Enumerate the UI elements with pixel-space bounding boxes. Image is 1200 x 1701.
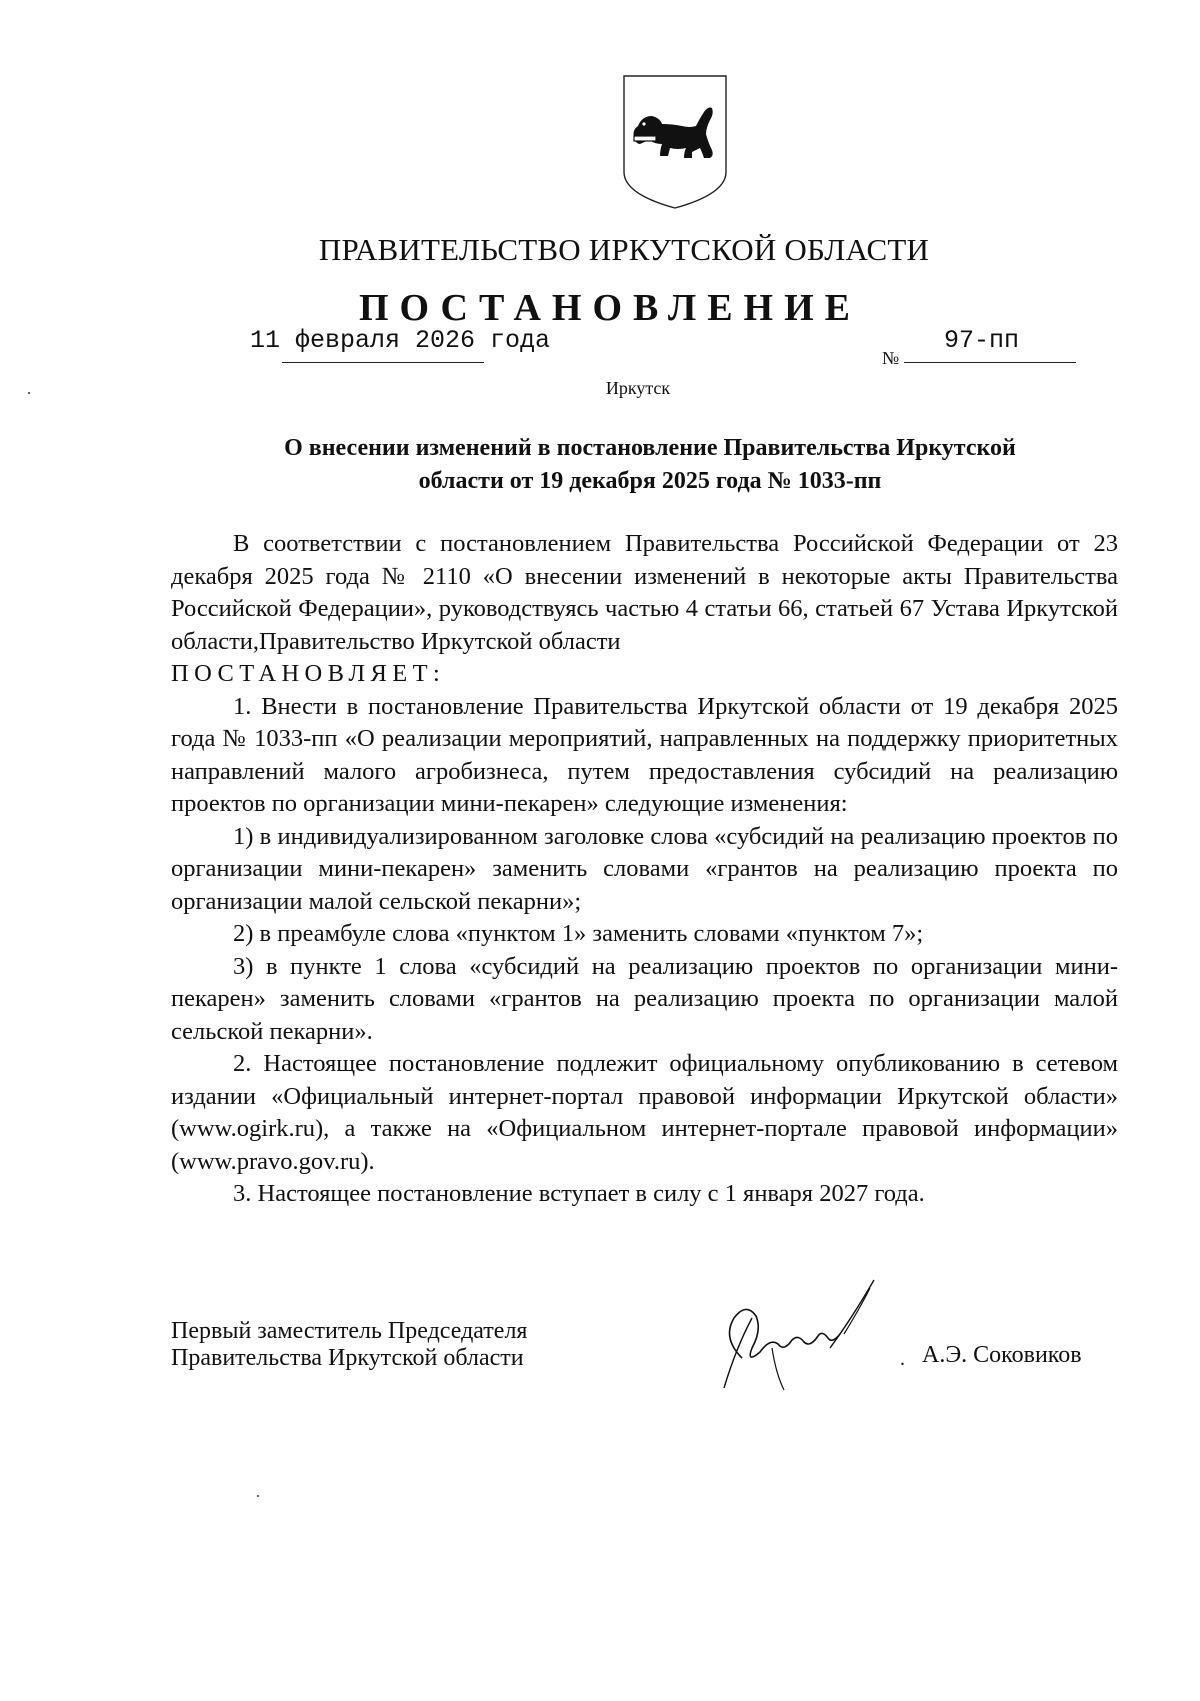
document-number: 97-пп: [944, 326, 1020, 355]
subparagraph-1-2: 2) в преамбуле слова «пунктом 1» заменить словами «пунктом 7»;: [233, 920, 924, 947]
scan-speck: [28, 392, 30, 394]
document-date: 11 февраля 2026 года: [250, 326, 551, 355]
document-type: ПОСТАНОВЛЕНИЕ: [358, 287, 862, 329]
paragraph-3: 3. Настоящее постановление вступает в силу с 1 января 2027 года.: [233, 1180, 925, 1207]
babr-icon: [634, 108, 713, 159]
paragraph-1: 1. Внести в постановление Правительства Иркутской области от 19 декабря 2025 года № 1033-пп «О реализации мероприятий, направленных на поддержку приоритетных направлений малого агробизнеса, путем предоставления субсидий на реализацию проектов по организации мини-пекарен» следующие изменения:: [171, 692, 1118, 817]
preamble-paragraph: В соответствии с постановлением Правительства Российской Федерации от 23 декабря 2025 года № 2110 «О внесении изменений в некоторые акты Правительства Российской Федерации», руководствуясь частью 4 статьи 66, статьей 67 Устава Иркутской области,Правительство Иркутской области: [171, 530, 1118, 655]
city-name: Иркутск: [605, 378, 671, 398]
signatory-position-line-2: Правительства Иркутской области: [171, 1345, 524, 1371]
organization-name: ПРАВИТЕЛЬСТВО ИРКУТСКОЙ ОБЛАСТИ: [318, 232, 930, 267]
scan-speck: [257, 1495, 259, 1497]
number-sign: №: [882, 348, 900, 368]
sable-in-mouth: [634, 136, 656, 141]
title-line-2: области от 19 декабря 2025 года № 1033-пп: [418, 468, 882, 494]
handwritten-signature: [712, 1278, 887, 1393]
number-underline: [904, 362, 1076, 363]
paragraph-2: 2. Настоящее постановление подлежит официальному опубликованию в сетевом издании «Официальный интернет-портал правовой информации Иркутской области» (www.ogirk.ru), а также на «Официальном интернет-портале правовой информации» (www.pravo.gov.ru).: [171, 1050, 1118, 1175]
signatory-name: А.Э. Соковиков: [922, 1342, 1082, 1368]
coat-of-arms-emblem: [620, 72, 730, 212]
subparagraph-1-3: 3) в пункте 1 слова «субсидий на реализацию проектов по организации мини-пекарен» заменить словами «грантов на реализацию проекта по организации малой сельской пекарни».: [171, 952, 1118, 1045]
decree-word: ПОСТАНОВЛЯЕТ:: [171, 660, 446, 687]
subparagraph-1-1: 1) в индивидуализированном заголовке слова «субсидий на реализацию проектов по организации мини-пекарен» заменить словами «грантов на реализацию проекта по организации малой сельской пекарни»;: [171, 822, 1118, 915]
date-underline: [282, 362, 484, 363]
title-line-1: О внесении изменений в постановление Правительства Иркутской: [284, 435, 1016, 461]
document-body: [171, 528, 1118, 1211]
signatory-position: [171, 1318, 527, 1372]
document-title: [200, 432, 1100, 498]
signature-dot: .: [900, 1348, 905, 1370]
signatory-position-line-1: Первый заместитель Председателя: [171, 1318, 528, 1344]
